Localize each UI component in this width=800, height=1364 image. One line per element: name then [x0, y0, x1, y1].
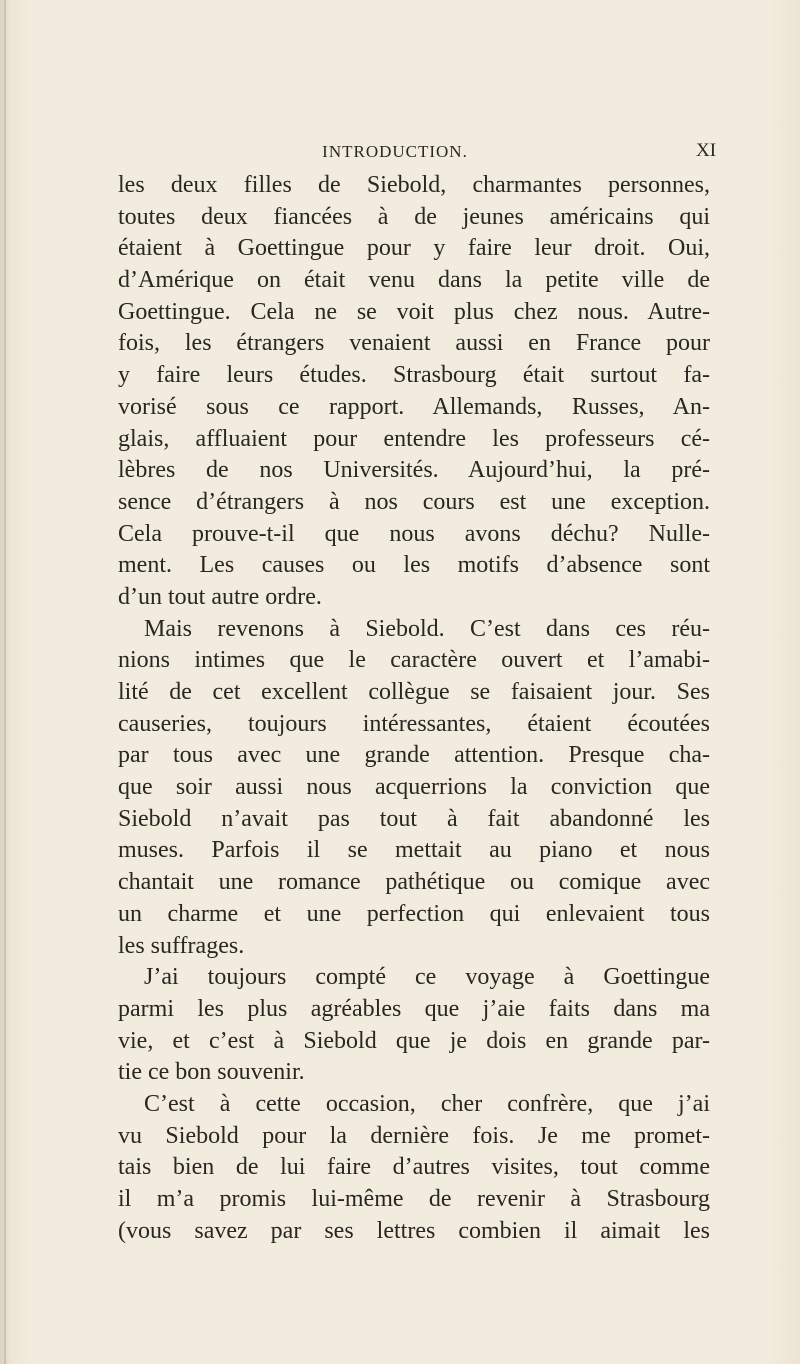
text-line: lèbres de nos Universités. Aujourd’hui, la pré- — [118, 457, 710, 484]
text-line: Mais revenons à Siebold. C’est dans ces réu- — [144, 615, 710, 642]
text-line: vie, et c’est à Siebold que je dois en grande par- — [118, 1027, 710, 1054]
text-line: les suffrages. — [118, 932, 245, 959]
text-line: lité de cet excellent collègue se faisaient jour. Ses — [118, 679, 710, 705]
text-line: d’Amérique on était venu dans la petite ville de — [118, 267, 710, 294]
text-line: muses. Parfois il se mettait au piano et nous — [118, 837, 710, 864]
text-line: vu Siebold pour la dernière fois. Je me promet- — [118, 1122, 710, 1149]
text-line: vorisé sous ce rapport. Allemands, Russes, An- — [118, 393, 710, 420]
text-line: Siebold n’avait pas tout à fait abandonné les — [118, 805, 710, 832]
page-number: XI — [696, 140, 717, 161]
text-line: sence d’étrangers à nos cours est une exception. — [118, 488, 710, 515]
text-line: (vous savez par ses lettres combien il aimait les — [118, 1217, 710, 1244]
text-line: tais bien de lui faire d’autres visites, tout comme — [118, 1154, 710, 1181]
text-line: Cela prouve-t-il que nous avons déchu? Nulle- — [118, 520, 710, 547]
body-text — [118, 170, 710, 1247]
running-title: INTRODUCTION. — [322, 142, 468, 161]
text-line: causeries, toujours intéressantes, étaient écoutées — [118, 710, 710, 737]
text-line: il m’a promis lui-même de revenir à Strasbourg — [118, 1186, 710, 1212]
text-line: y faire leurs études. Strasbourg était surtout fa- — [118, 362, 710, 389]
text-line: fois, les étrangers venaient aussi en France pour — [118, 330, 710, 357]
text-line: un charme et une perfection qui enlevaient tous — [118, 900, 710, 927]
text-line: nions intimes que le caractère ouvert et l’amabi- — [118, 647, 710, 674]
text-line: J’ai toujours compté ce voyage à Goettingue — [144, 964, 710, 991]
running-head — [0, 138, 800, 164]
text-line: chantait une romance pathétique ou comique avec — [118, 869, 710, 896]
text-line: que soir aussi nous acquerrions la conviction que — [118, 774, 710, 801]
text-line: glais, affluaient pour entendre les professeurs cé- — [118, 425, 710, 452]
text-line: d’un tout autre ordre. — [118, 583, 322, 610]
text-line: les deux filles de Siebold, charmantes personnes, — [118, 172, 710, 198]
text-line: tie ce bon souvenir. — [118, 1059, 305, 1086]
text-line: C’est à cette occasion, cher confrère, que j’ai — [144, 1090, 710, 1117]
text-line: étaient à Goettingue pour y faire leur droit. Oui, — [118, 235, 710, 262]
text-line: Goettingue. Cela ne se voit plus chez nous. Autre- — [118, 298, 710, 325]
text-line: parmi les plus agréables que j’aie faits dans ma — [118, 995, 710, 1022]
text-line: toutes deux fiancées à de jeunes américains qui — [118, 203, 710, 230]
text-line: par tous avec une grande attention. Presque cha- — [118, 742, 710, 769]
page-gutter — [4, 0, 6, 1364]
text-line: ment. Les causes ou les motifs d’absence sont — [118, 552, 710, 579]
